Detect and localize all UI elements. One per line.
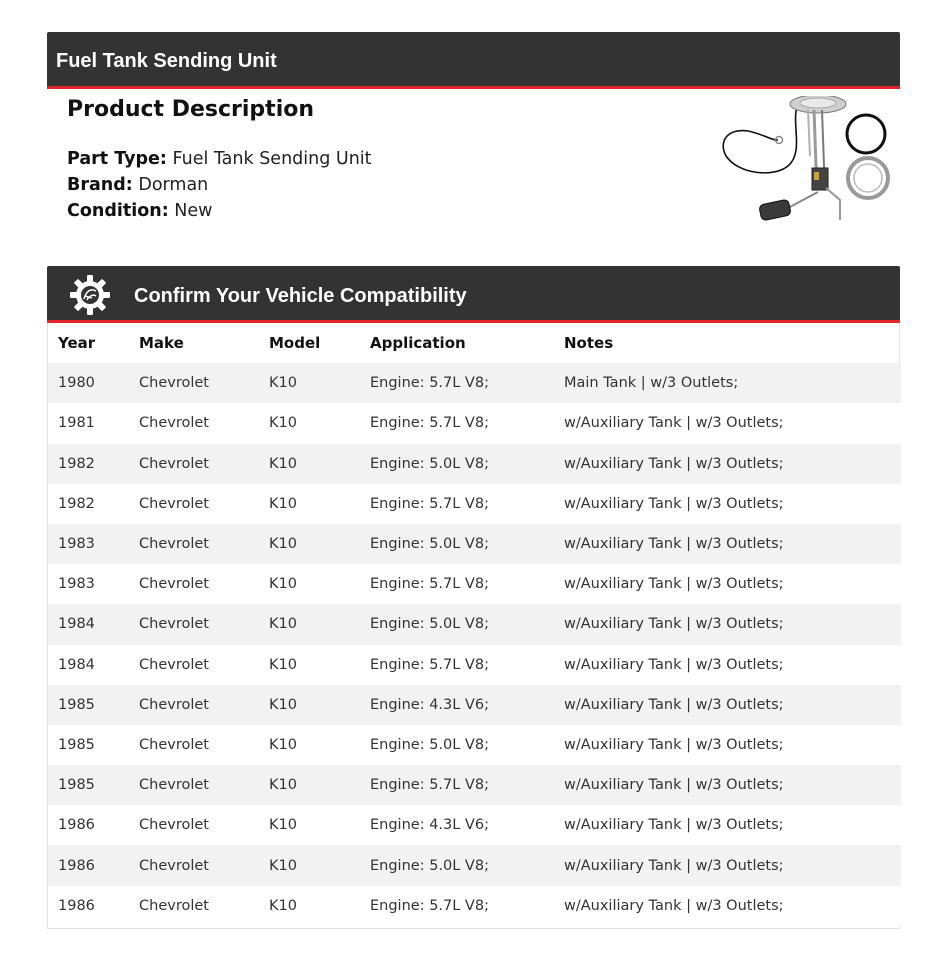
model-cell: K10 bbox=[269, 736, 297, 753]
application-cell: Engine: 5.7L V8; bbox=[370, 375, 489, 392]
make-cell: Chevrolet bbox=[139, 576, 209, 593]
notes-cell: Main Tank | w/3 Outlets; bbox=[564, 375, 739, 392]
year-cell: 1983 bbox=[58, 536, 95, 553]
application-cell: Engine: 5.0L V8; bbox=[370, 455, 489, 472]
application-cell: Engine: 5.0L V8; bbox=[370, 536, 489, 553]
model-cell: K10 bbox=[269, 375, 297, 392]
condition-value: New bbox=[174, 201, 213, 221]
table-row bbox=[48, 484, 901, 524]
column-header-model: Model bbox=[269, 334, 321, 353]
application-cell: Engine: 5.0L V8; bbox=[370, 857, 489, 874]
year-cell: 1986 bbox=[58, 897, 95, 914]
notes-cell: w/Auxiliary Tank | w/3 Outlets; bbox=[564, 656, 784, 673]
column-header-make: Make bbox=[139, 334, 184, 353]
table-row bbox=[48, 645, 901, 685]
brand-line bbox=[67, 175, 208, 195]
table-row bbox=[48, 725, 901, 765]
make-cell: Chevrolet bbox=[139, 857, 209, 874]
model-cell: K10 bbox=[269, 656, 297, 673]
model-cell: K10 bbox=[269, 777, 297, 794]
notes-cell: w/Auxiliary Tank | w/3 Outlets; bbox=[564, 495, 784, 512]
table-row bbox=[48, 444, 901, 484]
model-cell: K10 bbox=[269, 576, 297, 593]
notes-cell: w/Auxiliary Tank | w/3 Outlets; bbox=[564, 777, 784, 794]
year-cell: 1984 bbox=[58, 656, 95, 673]
application-cell: Engine: 5.0L V8; bbox=[370, 616, 489, 633]
compatibility-title: Confirm Your Vehicle Compatibility bbox=[134, 285, 467, 307]
column-header-notes: Notes bbox=[564, 334, 614, 353]
make-cell: Chevrolet bbox=[139, 415, 209, 432]
product-image bbox=[718, 96, 894, 228]
model-cell: K10 bbox=[269, 857, 297, 874]
table-row bbox=[48, 524, 901, 564]
model-cell: K10 bbox=[269, 616, 297, 633]
make-cell: Chevrolet bbox=[139, 656, 209, 673]
part-type-label: Part Type: bbox=[67, 149, 167, 169]
table-row bbox=[48, 765, 901, 805]
application-cell: Engine: 4.3L V6; bbox=[370, 696, 489, 713]
make-cell: Chevrolet bbox=[139, 696, 209, 713]
notes-cell: w/Auxiliary Tank | w/3 Outlets; bbox=[564, 897, 784, 914]
application-cell: Engine: 5.7L V8; bbox=[370, 777, 489, 794]
year-cell: 1986 bbox=[58, 817, 95, 834]
notes-cell: w/Auxiliary Tank | w/3 Outlets; bbox=[564, 455, 784, 472]
column-header-year: Year bbox=[58, 334, 96, 353]
product-description-heading: Product Description bbox=[67, 97, 315, 122]
notes-cell: w/Auxiliary Tank | w/3 Outlets; bbox=[564, 576, 784, 593]
model-cell: K10 bbox=[269, 817, 297, 834]
table-row bbox=[48, 886, 901, 926]
table-row bbox=[48, 604, 901, 644]
notes-cell: w/Auxiliary Tank | w/3 Outlets; bbox=[564, 415, 784, 432]
make-cell: Chevrolet bbox=[139, 455, 209, 472]
table-row bbox=[48, 845, 901, 885]
make-cell: Chevrolet bbox=[139, 897, 209, 914]
part-type-value: Fuel Tank Sending Unit bbox=[172, 149, 372, 169]
year-cell: 1981 bbox=[58, 415, 95, 432]
product-title: Fuel Tank Sending Unit bbox=[56, 50, 277, 72]
application-cell: Engine: 5.7L V8; bbox=[370, 897, 489, 914]
product-title-bar bbox=[47, 32, 900, 89]
notes-cell: w/Auxiliary Tank | w/3 Outlets; bbox=[564, 736, 784, 753]
application-cell: Engine: 5.7L V8; bbox=[370, 576, 489, 593]
make-cell: Chevrolet bbox=[139, 817, 209, 834]
part-type-line bbox=[67, 149, 372, 169]
year-cell: 1983 bbox=[58, 576, 95, 593]
year-cell: 1985 bbox=[58, 777, 95, 794]
year-cell: 1984 bbox=[58, 616, 95, 633]
application-cell: Engine: 5.7L V8; bbox=[370, 495, 489, 512]
notes-cell: w/Auxiliary Tank | w/3 Outlets; bbox=[564, 696, 784, 713]
model-cell: K10 bbox=[269, 495, 297, 512]
make-cell: Chevrolet bbox=[139, 616, 209, 633]
table-row bbox=[48, 805, 901, 845]
application-cell: Engine: 5.7L V8; bbox=[370, 415, 489, 432]
notes-cell: w/Auxiliary Tank | w/3 Outlets; bbox=[564, 857, 784, 874]
table-row bbox=[48, 363, 901, 403]
notes-cell: w/Auxiliary Tank | w/3 Outlets; bbox=[564, 616, 784, 633]
year-cell: 1986 bbox=[58, 857, 95, 874]
table-row bbox=[48, 564, 901, 604]
year-cell: 1982 bbox=[58, 495, 95, 512]
table-header-row bbox=[48, 323, 901, 363]
model-cell: K10 bbox=[269, 415, 297, 432]
compatibility-table bbox=[47, 323, 900, 929]
table-row bbox=[48, 685, 901, 725]
application-cell: Engine: 5.0L V8; bbox=[370, 736, 489, 753]
compatibility-bar bbox=[47, 266, 900, 323]
notes-cell: w/Auxiliary Tank | w/3 Outlets; bbox=[564, 817, 784, 834]
application-cell: Engine: 4.3L V6; bbox=[370, 817, 489, 834]
brand-value: Dorman bbox=[138, 175, 209, 195]
year-cell: 1980 bbox=[58, 375, 95, 392]
make-cell: Chevrolet bbox=[139, 495, 209, 512]
make-cell: Chevrolet bbox=[139, 777, 209, 794]
column-header-application: Application bbox=[370, 334, 466, 353]
model-cell: K10 bbox=[269, 897, 297, 914]
model-cell: K10 bbox=[269, 696, 297, 713]
year-cell: 1985 bbox=[58, 696, 95, 713]
notes-cell: w/Auxiliary Tank | w/3 Outlets; bbox=[564, 536, 784, 553]
year-cell: 1985 bbox=[58, 736, 95, 753]
year-cell: 1982 bbox=[58, 455, 95, 472]
application-cell: Engine: 5.7L V8; bbox=[370, 656, 489, 673]
brand-label: Brand: bbox=[67, 175, 133, 195]
make-cell: Chevrolet bbox=[139, 736, 209, 753]
table-row bbox=[48, 403, 901, 443]
condition-line bbox=[67, 201, 212, 221]
make-cell: Chevrolet bbox=[139, 375, 209, 392]
make-cell: Chevrolet bbox=[139, 536, 209, 553]
model-cell: K10 bbox=[269, 536, 297, 553]
gear-icon bbox=[69, 274, 111, 316]
condition-label: Condition: bbox=[67, 201, 169, 221]
model-cell: K10 bbox=[269, 455, 297, 472]
